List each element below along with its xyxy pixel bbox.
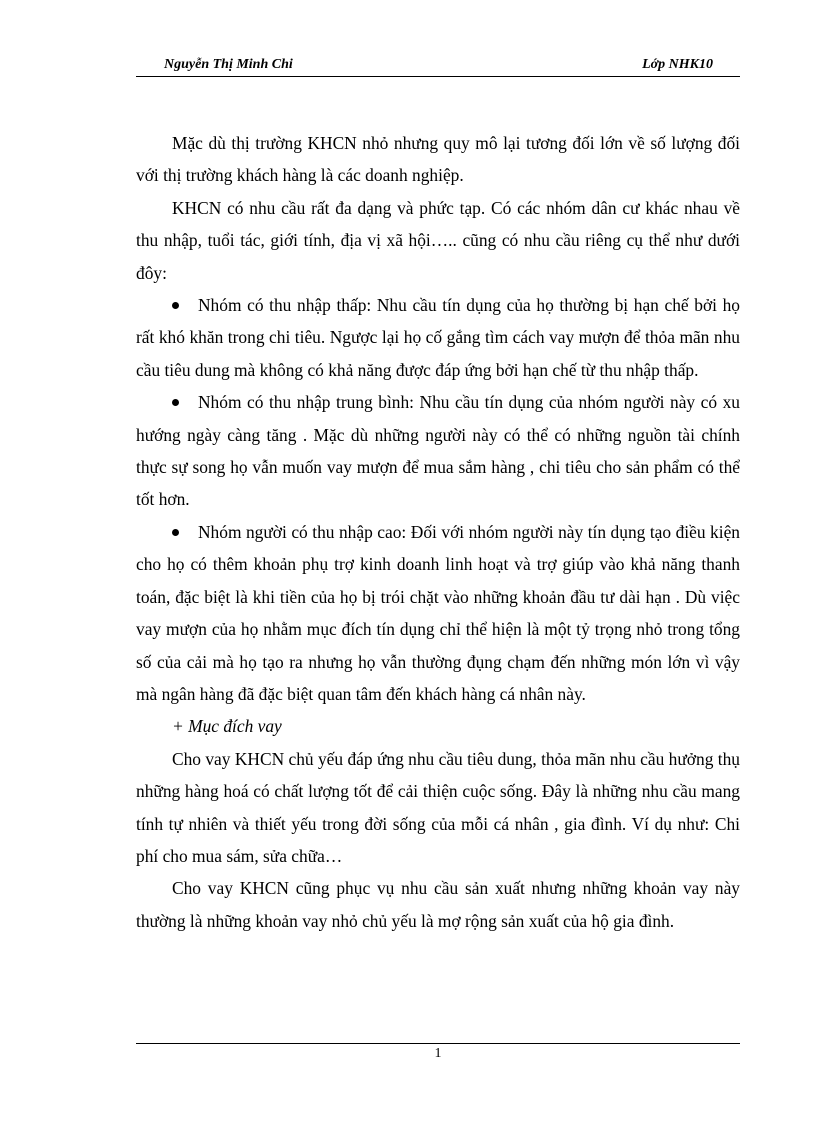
list-item-text: Nhóm có thu nhập thấp: Nhu cầu tín dụng của họ thường bị hạn chế bởi họ rất khó khăn trong chi tiêu. Ngược lại họ cố gắng tìm cách vay mượn để thỏa mãn nhu cầu tiêu dung mà không có khả năng được đáp ứng bởi hạn chế từ thu nhập thấp. (136, 295, 740, 380)
page-header (136, 56, 740, 77)
bullet-icon (172, 386, 198, 418)
bullet-icon (172, 516, 198, 548)
page-number: 1 (434, 1046, 442, 1061)
list-item-text: Nhóm có thu nhập trung bình: Nhu cầu tín dụng của nhóm người này có xu hướng ngày càng tăng . Mặc dù những người này có thể có những nguồn tài chính thực sự song họ vẫn muốn vay mượn để mua sắm hàng , chi tiêu cho sản phẩm có thể tốt hơn. (136, 392, 740, 510)
list-item (136, 516, 740, 710)
list-item (136, 386, 740, 516)
section-subheading: + Mục đích vay (172, 716, 282, 737)
document-body (136, 127, 740, 937)
page-footer (136, 1043, 740, 1062)
bullet-list (136, 289, 740, 710)
header-author: Nguyễn Thị Minh Chi (164, 57, 293, 72)
paragraph: Cho vay KHCN cũng phục vụ nhu cầu sản xuất nhưng những khoản vay này thường là những khoản vay nhỏ chủ yếu là mợ rộng sản xuất của hộ gia đình. (136, 878, 740, 931)
list-item (136, 289, 740, 386)
bullet-icon (172, 289, 198, 321)
list-item-text: Nhóm người có thu nhập cao: Đối với nhóm người này tín dụng tạo điều kiện cho họ có thêm khoản phụ trợ kinh doanh linh hoạt và trợ giúp vào khả năng thanh toán, đặc biệt là khi tiền của họ bị trói chặt vào những khoản đầu tư dài hạn . Dù việc vay mượn của họ nhằm mục đích tín dụng chỉ thể hiện là một tỷ trọng nhỏ trong tổng số của cải mà họ tạo ra nhưng họ vẫn thường đụng chạm đến những món lớn vì vậy mà ngân hàng đã đặc biệt quan tâm đến khách hàng cá nhân này. (136, 521, 740, 704)
paragraph: Mặc dù thị trường KHCN nhỏ nhưng quy mô lại tương đối lớn về số lượng đối với thị trường khách hàng là các doanh nghiệp. (136, 133, 740, 186)
paragraph: KHCN có nhu cầu rất đa dạng và phức tạp. Có các nhóm dân cư khác nhau về thu nhập, tuổi tác, giới tính, địa vị xã hội….. cũng có nhu cầu riêng cụ thể như dưới đôy: (136, 197, 740, 283)
paragraph: Cho vay KHCN chủ yếu đáp ứng nhu cầu tiêu dung, thỏa mãn nhu cầu hưởng thụ những hàng hoá có chất lượng tốt để cải thiện cuộc sống. Đây là những nhu cầu mang tính tự nhiên và thiết yếu trong đời sống của mỗi cá nhân , gia đình. Ví dụ như: Chi phí cho mua sám, sửa chữa… (136, 748, 740, 866)
header-class: Lớp NHK10 (642, 57, 713, 72)
